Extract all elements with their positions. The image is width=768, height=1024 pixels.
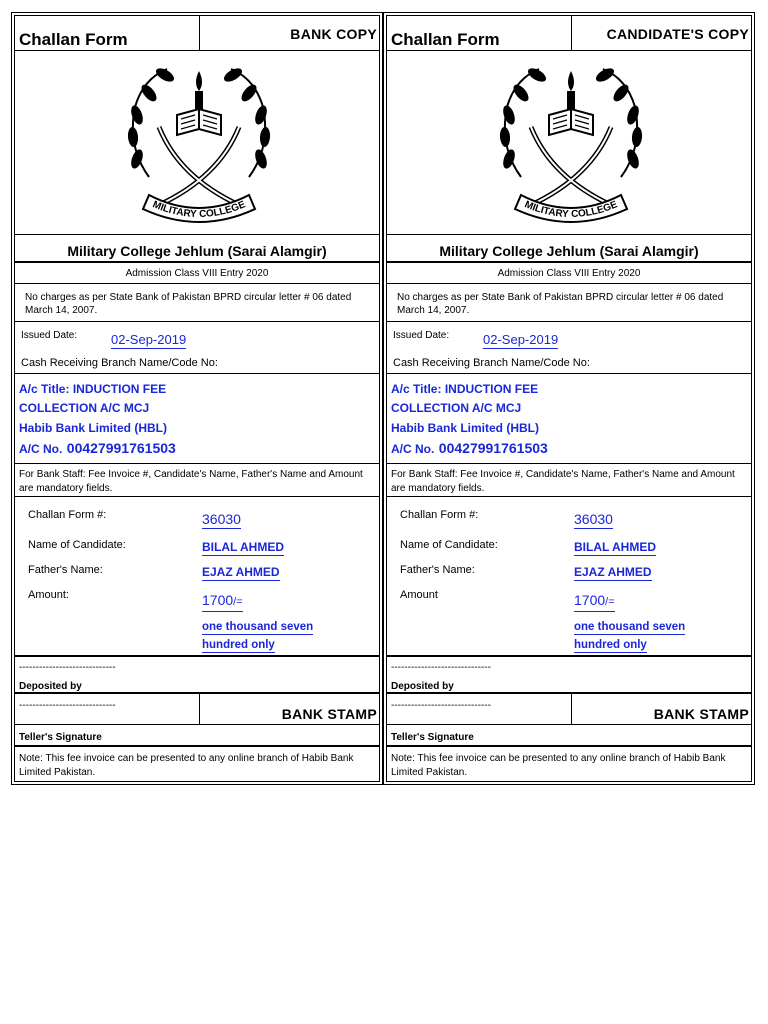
amount-label: Amount: [28,589,69,601]
teller-signature-line: ------------------------------ [391,700,491,711]
no-charges-row [14,284,380,322]
ac-no-line [391,440,548,458]
father-name: EJAZ AHMED [202,565,280,579]
no-charges-text: No charges as per State Bank of Pakistan BPRD circular letter # 06 dated March 14, 2007. [25,292,352,316]
bank-stamp-label: BANK STAMP [653,706,749,722]
issued-date: 02-Sep-2019 [111,332,187,347]
account-block [14,374,380,464]
bank-stamp-label: BANK STAMP [281,706,377,722]
admission-text: Admission Class VIII Entry 2020 [125,268,269,279]
challan-label: Challan Form #: [400,509,479,521]
issued-label: Issued Date: [393,330,450,341]
candidate-label: Name of Candidate: [400,539,498,551]
admission-row [386,263,752,284]
stamp-row [14,694,380,725]
crest-area [386,51,752,235]
candidate-name: BILAL AHMED [202,540,284,554]
divider [199,16,200,50]
form-title: Challan Form [391,30,500,49]
amount-suffix: /= [233,596,243,608]
military-college-crest-logo [119,57,279,229]
teller-row [14,725,380,747]
amount-words-1: one thousand seven [574,621,686,633]
college-row [14,235,380,263]
issued-label: Issued Date: [21,330,78,341]
note-text: Note: This fee invoice can be presented to any online branch of Habib Bank Limited Pakistan. [391,753,726,778]
military-college-crest-logo [491,57,651,229]
amount-value: 1700 [202,592,234,608]
candidate-block [14,497,380,657]
bank-name: Habib Bank Limited (HBL) [19,421,168,435]
amount-words-2: hundred only [202,639,275,651]
bank-staff-row [386,464,752,497]
crest-area [14,51,380,235]
college-name: Military College Jehlum (Sarai Alamgir) [439,243,699,259]
amount-value: 1700 [574,592,606,608]
no-charges-text: No charges as per State Bank of Pakistan BPRD circular letter # 06 dated March 14, 2007. [397,292,724,316]
bank-staff-note: For Bank Staff: Fee Invoice #, Candidate's Name, Father's Name and Amount are mandatory fields. [391,469,735,494]
bank-staff-note: For Bank Staff: Fee Invoice #, Candidate's Name, Father's Name and Amount are mandatory fields. [19,469,363,494]
stamp-row [386,694,752,725]
ac-no-value: 00427991761503 [66,440,176,456]
bank-staff-row [14,464,380,497]
divider [571,694,572,724]
candidate-block [386,497,752,657]
bank-name: Habib Bank Limited (HBL) [391,421,540,435]
header-row [386,15,752,51]
amount-label: Amount [400,589,438,601]
ac-title-prefix: A/c Title: [19,382,70,396]
copy-label: CANDIDATE'S COPY [606,26,749,42]
father-label: Father's Name: [400,564,475,576]
ac-title-line [19,382,166,396]
divider [199,694,200,724]
amount-suffix: /= [605,596,615,608]
note-row [14,747,380,782]
issued-row [386,322,752,374]
deposited-row [14,657,380,694]
amount-line [574,592,615,612]
candidate-label: Name of Candidate: [28,539,126,551]
bank-copy-form [11,12,383,785]
form-title: Challan Form [19,30,128,49]
teller-signature-label: Teller's Signature [391,732,474,743]
ac-title-line2: COLLECTION A/C MCJ [19,401,150,415]
admission-row [14,263,380,284]
candidate-copy-form [383,12,755,785]
challan-number: 36030 [574,511,613,527]
copy-label: BANK COPY [290,26,377,42]
father-label: Father's Name: [28,564,103,576]
header-row [14,15,380,51]
ac-title-line [391,382,538,396]
ac-no-prefix: A/C No. [19,442,63,456]
note-row [386,747,752,782]
ac-title-line2: COLLECTION A/C MCJ [391,401,522,415]
teller-signature-label: Teller's Signature [19,732,102,743]
deposited-by-label: Deposited by [391,681,454,692]
deposited-signature-line: ------------------------------ [391,662,491,673]
deposited-row [386,657,752,694]
father-name: EJAZ AHMED [574,565,652,579]
no-charges-row [386,284,752,322]
college-name: Military College Jehlum (Sarai Alamgir) [67,243,327,259]
challan-number: 36030 [202,511,241,527]
crest-banner-text: MILITARY COLLEGE [522,199,620,221]
amount-line [202,592,243,612]
branch-label: Cash Receiving Branch Name/Code No: [393,357,590,369]
teller-signature-line: ----------------------------- [19,700,116,711]
crest-banner-text: MILITARY COLLEGE [150,199,248,221]
issued-date: 02-Sep-2019 [483,332,559,347]
amount-words-1: one thousand seven [202,621,314,633]
note-text: Note: This fee invoice can be presented to any online branch of Habib Bank Limited Pakistan. [19,753,354,778]
college-row [386,235,752,263]
ac-title-value: INDUCTION FEE [72,382,167,396]
branch-label: Cash Receiving Branch Name/Code No: [21,357,218,369]
deposited-by-label: Deposited by [19,681,82,692]
candidate-name: BILAL AHMED [574,540,656,554]
ac-title-value: INDUCTION FEE [444,382,539,396]
admission-text: Admission Class VIII Entry 2020 [497,268,641,279]
divider [571,16,572,50]
deposited-signature-line: ----------------------------- [19,662,116,673]
ac-title-prefix: A/c Title: [391,382,442,396]
ac-no-line [19,440,176,458]
account-block [386,374,752,464]
issued-row [14,322,380,374]
challan-label: Challan Form #: [28,509,107,521]
ac-no-value: 00427991761503 [438,440,548,456]
teller-row [386,725,752,747]
ac-no-prefix: A/C No. [391,442,435,456]
amount-words-2: hundred only [574,639,647,651]
